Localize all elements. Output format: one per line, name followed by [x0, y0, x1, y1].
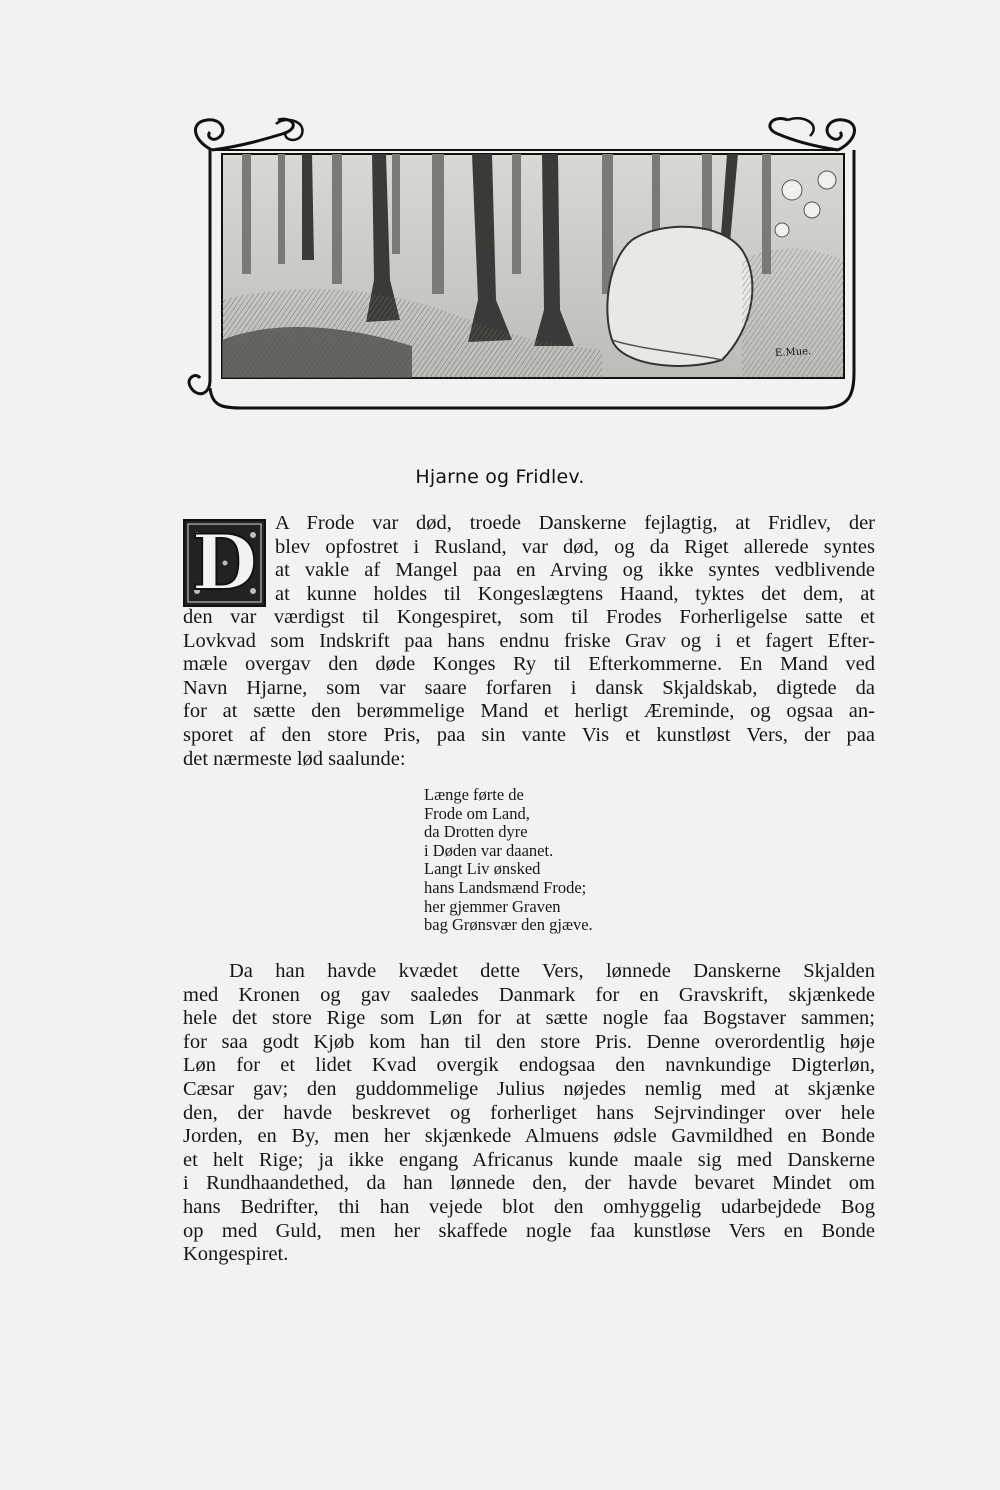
- text-line: Kongespiret.: [183, 1243, 289, 1266]
- text-line: A Frode var død, troede Danskerne fejlagtig, at Fridlev, der: [275, 512, 875, 534]
- paragraph-1-body: [183, 606, 875, 771]
- verse-line: bag Grønsvær den gjæve.: [424, 915, 593, 935]
- text-line: blev opfostret i Rusland, var død, og da Riget allerede syntes: [275, 535, 875, 558]
- verse-block: [424, 786, 593, 935]
- text-line: Cæsar gav; den guddommelige Julius nøjedes nemlig med at skjænke: [183, 1077, 875, 1100]
- artist-signature: E.Mue.: [774, 346, 812, 359]
- verse-line: Længe førte de: [424, 785, 524, 804]
- text-line: det nærmeste lød saalunde:: [183, 747, 406, 770]
- text-line: sporet af den store Pris, paa sin vante Vis et kunstløst Vers, der paa: [183, 723, 875, 746]
- verse-line: Frode om Land,: [424, 803, 530, 823]
- verse-line: Langt Liv ønsked: [424, 859, 541, 879]
- drop-cap-letter: D: [191, 518, 258, 607]
- text-line: hans Bedrifter, thi han vejede blot den omhyggelig udarbejdede Bog: [183, 1195, 875, 1218]
- text-line: et helt Rige; ja ikke engang Africanus kunde maale sig med Danskerne: [183, 1148, 875, 1171]
- chapter-title: Hjarne og Fridlev.: [415, 466, 585, 488]
- text-line: mæle overgav den døde Konges Ry til Efterkommerne. En Mand ved: [183, 653, 875, 676]
- forest-illustration: [182, 110, 868, 412]
- text-line: hele det store Rige som Løn for at sætte nogle faa Bogstaver sammen;: [183, 1007, 875, 1030]
- text-line: at kunne holdes til Kongeslægtens Haand, tyktes det dem, at: [275, 582, 875, 605]
- text-line: for saa godt Kjøb kom han til den store Pris. Denne overordentlig høje: [183, 1030, 875, 1053]
- drop-cap: [183, 519, 266, 607]
- verse-line: da Drotten dyre: [424, 822, 528, 842]
- text-line: for at sætte den berømmelige Mand et herligt Æreminde, og ogsaa an-: [183, 700, 875, 723]
- paragraph-2: [183, 960, 875, 1267]
- text-line: op med Guld, men her skaffede nogle faa kunstløse Vers en Bonde: [183, 1219, 875, 1242]
- verse-line: i Døden var daanet.: [424, 840, 554, 860]
- verse-line: her gjemmer Graven: [424, 896, 561, 916]
- text-line: Løn for et lidet Kvad overgik endogsaa den navnkundige Digterløn,: [183, 1054, 875, 1077]
- text-line: at vakle af Mangel paa en Arving og ikke syntes vedblivende: [275, 559, 875, 582]
- text-line: i Rundhaandethed, da han lønnede den, der havde bevaret Mindet om: [183, 1172, 875, 1195]
- text-line: den, der havde beskrevet og forherliget hans Sejrvindinger over hele: [183, 1101, 875, 1124]
- text-line: Navn Hjarne, som var saare forfaren i dansk Skjaldskab, digtede da: [183, 676, 875, 699]
- text-line: Da han havde kvædet dette Vers, lønnede Danskerne Skjalden: [229, 960, 875, 982]
- text-line: den var værdigst til Kongespiret, som til Frodes Forherligelse satte et: [183, 606, 875, 628]
- paragraph-1-opening: [275, 512, 875, 606]
- text-line: Lovkvad som Indskrift paa hans endnu friske Grav og i et fagert Efter-: [183, 629, 875, 652]
- text-line: Jorden, en By, men her skjænkede Almuens ødsle Gavmildhed en Bonde: [183, 1125, 875, 1148]
- text-line: med Kronen og gav saaledes Danmark for en Gravskrift, skjænkede: [183, 983, 875, 1006]
- verse-line: hans Landsmænd Frode;: [424, 877, 587, 897]
